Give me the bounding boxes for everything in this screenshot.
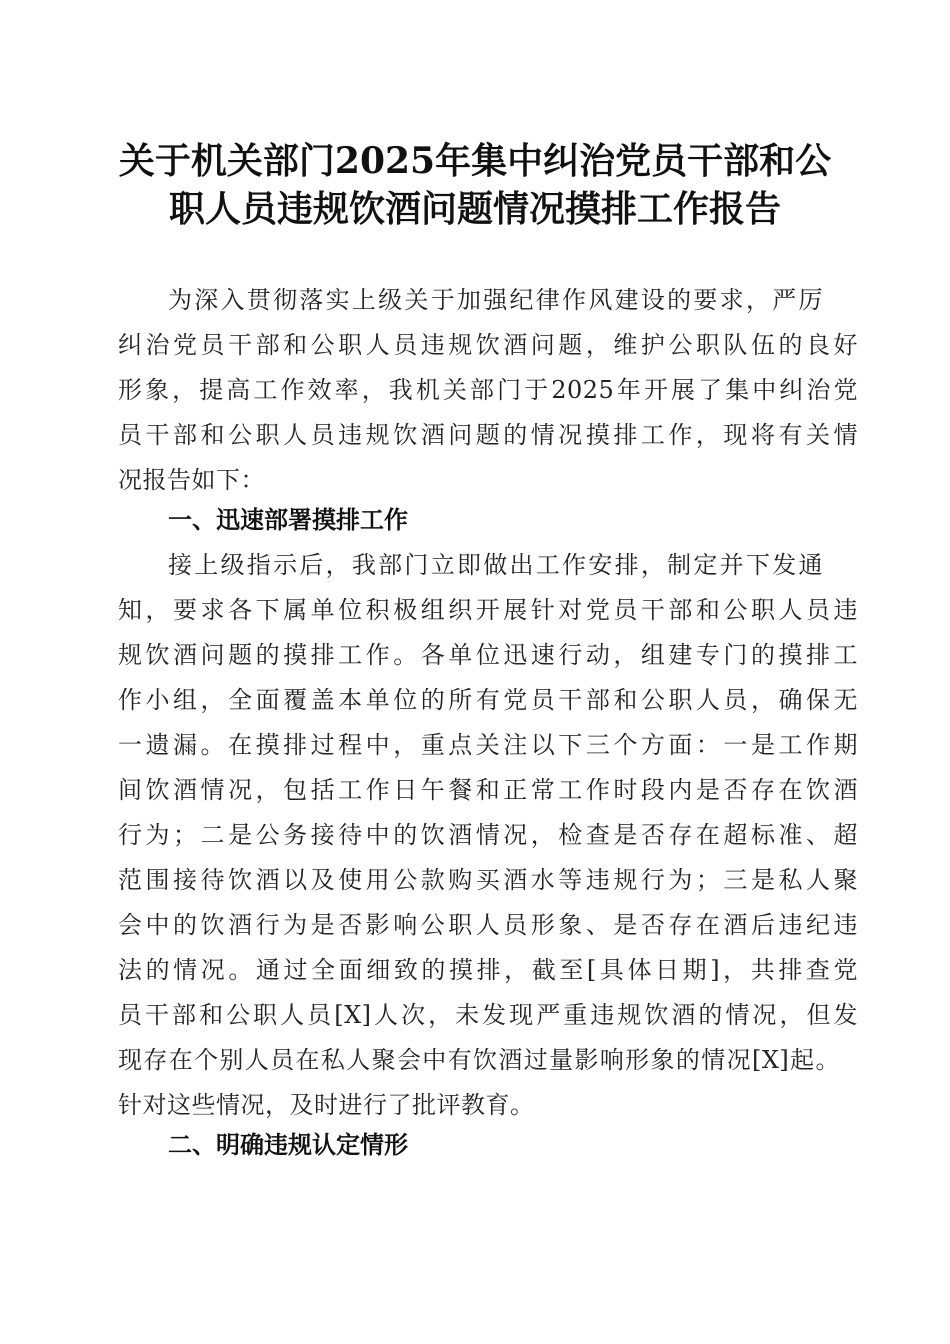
section-1-line-11: 员干部和公职人员[X]人次，未发现严重违规饮酒的情况，但发 bbox=[118, 1001, 858, 1029]
intro-line-2: 纠治党员干部和公职人员违规饮酒问题，维护公职队伍的良好 bbox=[118, 331, 858, 359]
section-1-line-7: 行为；二是公务接待中的饮酒情况，检查是否存在超标准、超 bbox=[118, 821, 858, 849]
section-1-line-10: 法的情况。通过全面细致的摸排，截至[具体日期]，共排查党 bbox=[118, 956, 858, 984]
section-1-line-5: 一遗漏。在摸排过程中，重点关注以下三个方面：一是工作期 bbox=[118, 731, 858, 759]
section-1-line-3: 规饮酒问题的摸排工作。各单位迅速行动，组建专门的摸排工 bbox=[118, 641, 858, 669]
intro-line-1: 为深入贯彻落实上级关于加强纪律作风建设的要求，严厉 bbox=[168, 286, 823, 314]
section-1-line-1: 接上级指示后，我部门立即做出工作安排，制定并下发通 bbox=[168, 551, 823, 579]
intro-line-3: 形象，提高工作效率，我机关部门于2025年开展了集中纠治党 bbox=[118, 376, 858, 404]
document-title-line-1: 关于机关部门2025年集中纠治党员干部和公 bbox=[118, 140, 832, 182]
section-1-line-6: 间饮酒情况，包括工作日午餐和正常工作时段内是否存在饮酒 bbox=[118, 776, 858, 804]
section-1-line-4: 作小组，全面覆盖本单位的所有党员干部和公职人员，确保无 bbox=[118, 686, 858, 714]
section-1-line-8: 范围接待饮酒以及使用公款购买酒水等违规行为；三是私人聚 bbox=[118, 866, 858, 894]
document-title-line-2: 职人员违规饮酒问题情况摸排工作报告 bbox=[168, 188, 781, 230]
section-1-line-9: 会中的饮酒行为是否影响公职人员形象、是否存在酒后违纪违 bbox=[118, 911, 858, 939]
section-1-line-13: 针对这些情况，及时进行了批评教育。 bbox=[118, 1091, 535, 1119]
intro-line-5: 况报告如下： bbox=[118, 466, 265, 494]
section-1-heading: 一、迅速部署摸排工作 bbox=[168, 506, 408, 534]
section-1-line-12: 现存在个别人员在私人聚会中有饮酒过量影响形象的情况[X]起。 bbox=[118, 1046, 840, 1074]
section-2-heading: 二、明确违规认定情形 bbox=[168, 1131, 408, 1159]
intro-line-4: 员干部和公职人员违规饮酒问题的情况摸排工作，现将有关情 bbox=[118, 421, 858, 449]
section-1-line-2: 知，要求各下属单位积极组织开展针对党员干部和公职人员违 bbox=[118, 596, 858, 624]
